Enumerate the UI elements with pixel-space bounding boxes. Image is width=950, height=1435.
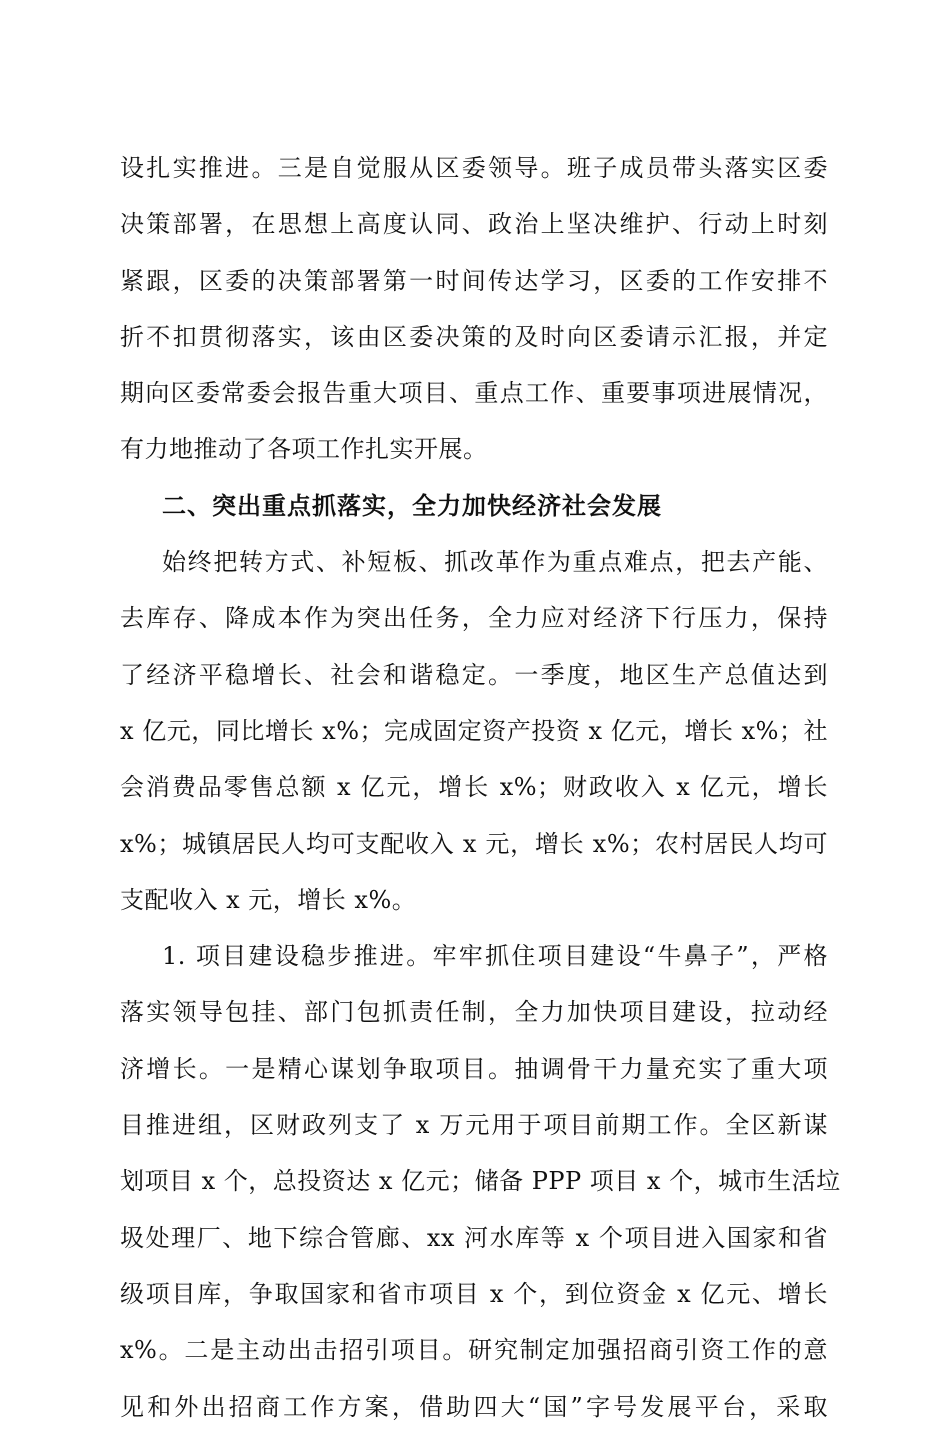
text-line: 划项目 x 个，总投资达 x 亿元；储备 PPP 项目 x 个，城市生活垃 <box>120 1167 841 1196</box>
text-line: x%；城镇居民人均可支配收入 x 元，增长 x%；农村居民人均可 <box>120 829 828 858</box>
text-line: 了经济平稳增长、社会和谐稳定。一季度，地区生产总值达到 <box>120 660 828 689</box>
section-heading: 二、突出重点抓落实，全力加快经济社会发展 <box>162 491 662 520</box>
text-line: 见和外出招商工作方案，借助四大“国”字号发展平台，采取 <box>120 1392 828 1421</box>
text-line: 去库存、降成本作为突出任务，全力应对经济下行压力，保持 <box>120 604 828 633</box>
text-line: 折不扣贯彻落实，该由区委决策的及时向区委请示汇报，并定 <box>120 322 828 351</box>
paragraph-party-leadership <box>120 140 828 478</box>
paragraph-economic-summary <box>120 534 828 928</box>
text-line: 目推进组，区财政列支了 x 万元用于项目前期工作。全区新谋 <box>120 1111 828 1140</box>
text-line: 始终把转方式、补短板、抓改革作为重点难点，把去产能、 <box>162 548 828 577</box>
text-line: 落实领导包挂、部门包抓责任制，全力加快项目建设，拉动经 <box>120 998 828 1027</box>
text-line: 级项目库，争取国家和省市项目 x 个，到位资金 x 亿元、增长 <box>120 1279 828 1308</box>
text-line: 济增长。一是精心谋划争取项目。抽调骨干力量充实了重大项 <box>120 1054 828 1083</box>
text-line: 会消费品零售总额 x 亿元，增长 x%；财政收入 x 亿元，增长 <box>120 773 828 802</box>
text-line: 决策部署，在思想上高度认同、政治上坚决维护、行动上时刻 <box>120 210 828 239</box>
document-page <box>120 140 841 1435</box>
text-line: x 亿元，同比增长 x%；完成固定资产投资 x 亿元，增长 x%；社 <box>120 716 828 745</box>
paragraph-project-construction <box>120 928 841 1435</box>
text-line: 支配收入 x 元，增长 x%。 <box>120 885 417 914</box>
text-line: 设扎实推进。三是自觉服从区委领导。班子成员带头落实区委 <box>120 154 828 182</box>
text-line: 期向区委常委会报告重大项目、重点工作、重要事项进展情况， <box>120 379 828 408</box>
text-line: 圾处理厂、地下综合管廊、xx 河水库等 x 个项目进入国家和省 <box>120 1223 828 1252</box>
text-line: x%。二是主动出击招引项目。研究制定加强招商引资工作的意 <box>120 1336 828 1365</box>
text-line: 1. 项目建设稳步推进。牢牢抓住项目建设“牛鼻子”，严格 <box>162 942 828 971</box>
text-line: 紧跟，区委的决策部署第一时间传达学习，区委的工作安排不 <box>120 266 828 295</box>
text-line: 有力地推动了各项工作扎实开展。 <box>120 435 488 464</box>
